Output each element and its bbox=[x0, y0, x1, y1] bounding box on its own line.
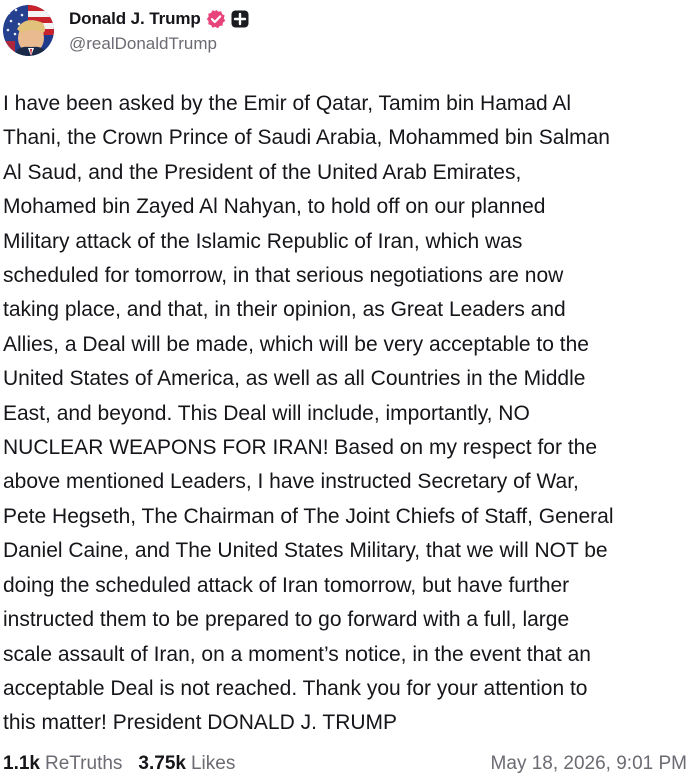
likes-label: Likes bbox=[190, 753, 236, 774]
handle[interactable]: @realDonaldTrump bbox=[69, 34, 217, 53]
post-text-line: Al Saud, and the President of the United Arab Emirates, bbox=[3, 160, 522, 184]
retruths-label: ReTruths bbox=[44, 753, 123, 774]
post-text-line: Thani, the Crown Prince of Saudi Arabia, Mohammed bin Salman bbox=[3, 126, 610, 150]
likes-count: 3.75k bbox=[138, 753, 186, 774]
post-text-line: scheduled for tomorrow, in that serious negotiations are now bbox=[3, 264, 564, 288]
verified-badge-icon bbox=[206, 9, 226, 29]
post-text-line: above mentioned Leaders, I have instructed Secretary of War, bbox=[3, 470, 579, 494]
timestamp[interactable]: May 18, 2026, 9:01 PM bbox=[490, 753, 687, 774]
retruths-count: 1.1k bbox=[3, 753, 40, 774]
post-text-line: acceptable Deal is not reached. Thank you for your attention to bbox=[3, 676, 588, 700]
post-text-line: East, and beyond. This Deal will include, importantly, NO bbox=[3, 401, 530, 425]
post-text-line: Pete Hegseth, The Chairman of The Joint Chiefs of Staff, General bbox=[3, 504, 614, 528]
post-text-line: Allies, a Deal will be made, which will be very acceptable to the bbox=[3, 332, 589, 356]
post-text-line: instructed them to be prepared to go forward with a full, large bbox=[3, 608, 570, 632]
plus-badge-icon bbox=[231, 10, 249, 28]
retruths-stat[interactable] bbox=[3, 753, 122, 775]
post-text-line: NUCLEAR WEAPONS FOR IRAN! Based on my respect for the bbox=[3, 436, 598, 460]
post-text bbox=[3, 87, 687, 741]
post-text-line: Military attack of the Islamic Republic of Iran, which was bbox=[3, 229, 523, 253]
post-text-line: this matter! President DONALD J. TRUMP bbox=[3, 711, 398, 735]
avatar[interactable] bbox=[3, 5, 54, 56]
post-text-line: scale assault of Iran, on a moment’s notice, in the event that an bbox=[3, 642, 591, 666]
post-header bbox=[3, 3, 249, 57]
post-text-line: Mohamed bin Zayed Al Nahyan, to hold off on our planned bbox=[3, 195, 546, 219]
display-name[interactable]: Donald J. Trump bbox=[69, 9, 201, 28]
post-text-line: taking place, and that, in their opinion, as Great Leaders and bbox=[3, 298, 566, 322]
author-block bbox=[69, 6, 249, 54]
likes-stat[interactable] bbox=[138, 753, 235, 775]
avatar-image bbox=[3, 5, 54, 56]
post-text-line: United States of America, as well as all Countries in the Middle bbox=[3, 367, 586, 391]
post-text-line: I have been asked by the Emir of Qatar, Tamim bin Hamad Al bbox=[3, 92, 572, 115]
name-row bbox=[69, 6, 249, 32]
post-footer bbox=[3, 750, 687, 778]
post-text-line: doing the scheduled attack of Iran tomorrow, but have further bbox=[3, 573, 570, 597]
post-text-line: Daniel Caine, and The United States Military, that we will NOT be bbox=[3, 539, 608, 563]
